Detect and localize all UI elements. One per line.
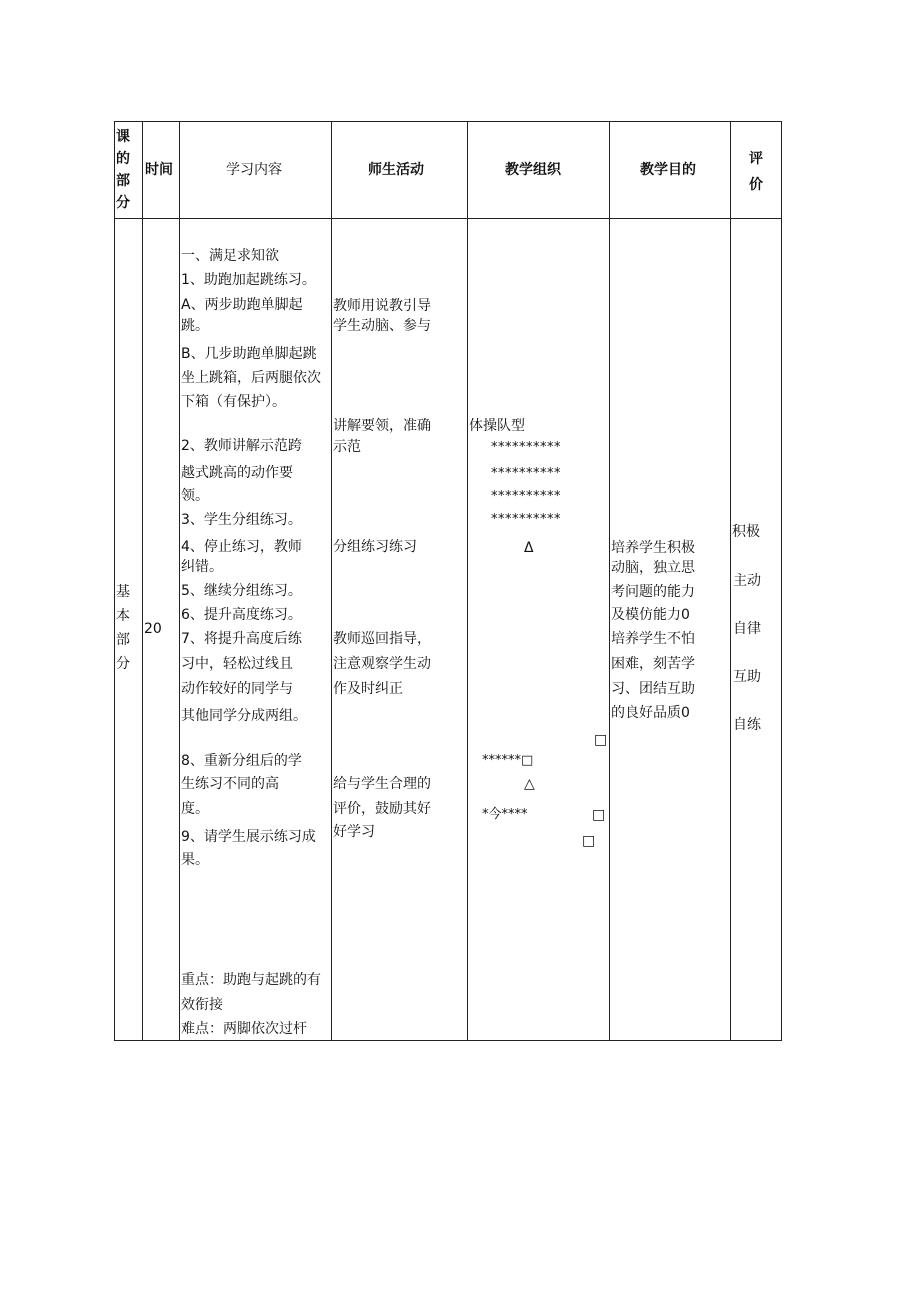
content-line: 领。: [181, 488, 209, 504]
header-activity: 师生活动: [368, 162, 424, 178]
activity-line: 评价，鼓励其好: [333, 801, 431, 817]
activity-line: 教师用说教引导: [333, 298, 431, 314]
activity-line: 作及时纠正: [333, 681, 403, 697]
eval-item: 积极: [732, 524, 760, 540]
eval-item: 自律: [733, 621, 761, 637]
activity-line: 给与学生合理的: [333, 776, 431, 792]
goal-line: 考问题的能力: [611, 584, 695, 600]
content-line: 一、满足求知欲: [181, 248, 279, 264]
formation-row: **********: [491, 440, 561, 455]
content-line: 8、重新分组后的学: [181, 753, 302, 769]
content-line: A、两步助跑单脚起: [181, 297, 303, 313]
difficulty-line: 难点：两脚依次过杆: [181, 1021, 307, 1037]
activity-line: 示范: [333, 439, 361, 455]
header-goal: 教学目的: [640, 162, 696, 178]
goal-line: 动脑，独立思: [611, 560, 695, 576]
activity-line: 教师巡回指导，: [333, 631, 431, 647]
teacher-delta-symbol: Δ: [524, 540, 534, 556]
content-line: 下箱（有保护）。: [181, 394, 286, 410]
col-divider-2: [179, 121, 180, 1041]
content-line: 其他同学分成两组。: [181, 708, 307, 724]
content-line: 纠错。: [181, 559, 223, 575]
table-header-divider: [114, 218, 782, 219]
goal-line: 习、团结互助: [611, 681, 695, 697]
content-line: 9、请学生展示练习成: [181, 829, 316, 845]
eval-item: 互助: [733, 669, 761, 685]
table-border-top: [114, 121, 782, 122]
table-border-bottom: [114, 1040, 782, 1041]
activity-line: 讲解要领，准确: [333, 418, 431, 434]
time-value: 20: [144, 621, 162, 637]
content-line: 4、停止练习，教师: [181, 539, 302, 555]
col-divider-1: [142, 121, 143, 1041]
header-time: 时间: [145, 162, 173, 178]
content-line: 动作较好的同学与: [181, 681, 293, 697]
content-line: 跳。: [181, 318, 209, 334]
goal-line: 培养学生不怕: [611, 631, 695, 647]
key-point-line: 重点：助跑与起跳的有: [181, 972, 321, 988]
content-line: 越式跳高的动作要: [181, 465, 293, 481]
content-line: B、几步助跑单脚起跳: [181, 346, 317, 362]
col-divider-4: [467, 121, 468, 1041]
activity-line: 注意观察学生动: [333, 656, 431, 672]
table-border-left: [114, 121, 115, 1041]
activity-line: 学生动脑、参与: [333, 318, 431, 334]
content-line: 7、将提升高度后练: [181, 631, 302, 647]
content-line: 习中，轻松过线且: [181, 656, 293, 672]
group-two-formation: *今****: [482, 807, 528, 822]
content-line: 果。: [181, 852, 209, 868]
content-line: 5、继续分组练习。: [181, 583, 302, 599]
content-line: 2、教师讲解示范跨: [181, 438, 302, 454]
eval-item: 自练: [733, 717, 761, 733]
key-point-line: 效衔接: [181, 997, 223, 1013]
square-marker: □: [582, 833, 596, 849]
group-one-formation: ******□: [482, 753, 534, 768]
part-label: 基 本 部 分: [116, 584, 130, 672]
activity-line: 分组练习练习: [333, 539, 417, 555]
eval-item: 主动: [733, 573, 761, 589]
goal-line: 培养学生积极: [611, 540, 695, 556]
header-part: 课 的 部 分: [116, 129, 130, 211]
content-line: 生练习不同的高: [181, 776, 279, 792]
table-border-right: [781, 121, 782, 1041]
content-line: 坐上跳箱，后两腿依次: [181, 370, 321, 386]
formation-label: 体操队型: [469, 418, 525, 434]
header-content: 学习内容: [226, 162, 282, 178]
content-line: 度。: [181, 801, 209, 817]
square-marker: □: [594, 732, 608, 748]
goal-line: 的良好品质0: [611, 705, 690, 721]
col-divider-6: [730, 121, 731, 1041]
goal-line: 困难，刻苦学: [611, 656, 695, 672]
goal-line: 及模仿能力0: [611, 607, 690, 623]
square-marker: □: [592, 807, 606, 823]
col-divider-5: [609, 121, 610, 1041]
header-organization: 教学组织: [505, 162, 561, 178]
triangle-marker: △: [524, 776, 535, 792]
content-line: 6、提升高度练习。: [181, 607, 302, 623]
col-divider-3: [331, 121, 332, 1041]
formation-row: **********: [491, 489, 561, 504]
activity-line: 好学习: [333, 824, 375, 840]
formation-row: **********: [491, 466, 561, 481]
formation-row: **********: [491, 512, 561, 527]
header-eval: 评 价: [749, 151, 763, 193]
content-line: 3、学生分组练习。: [181, 512, 302, 528]
content-line: 1、助跑加起跳练习。: [181, 272, 316, 288]
